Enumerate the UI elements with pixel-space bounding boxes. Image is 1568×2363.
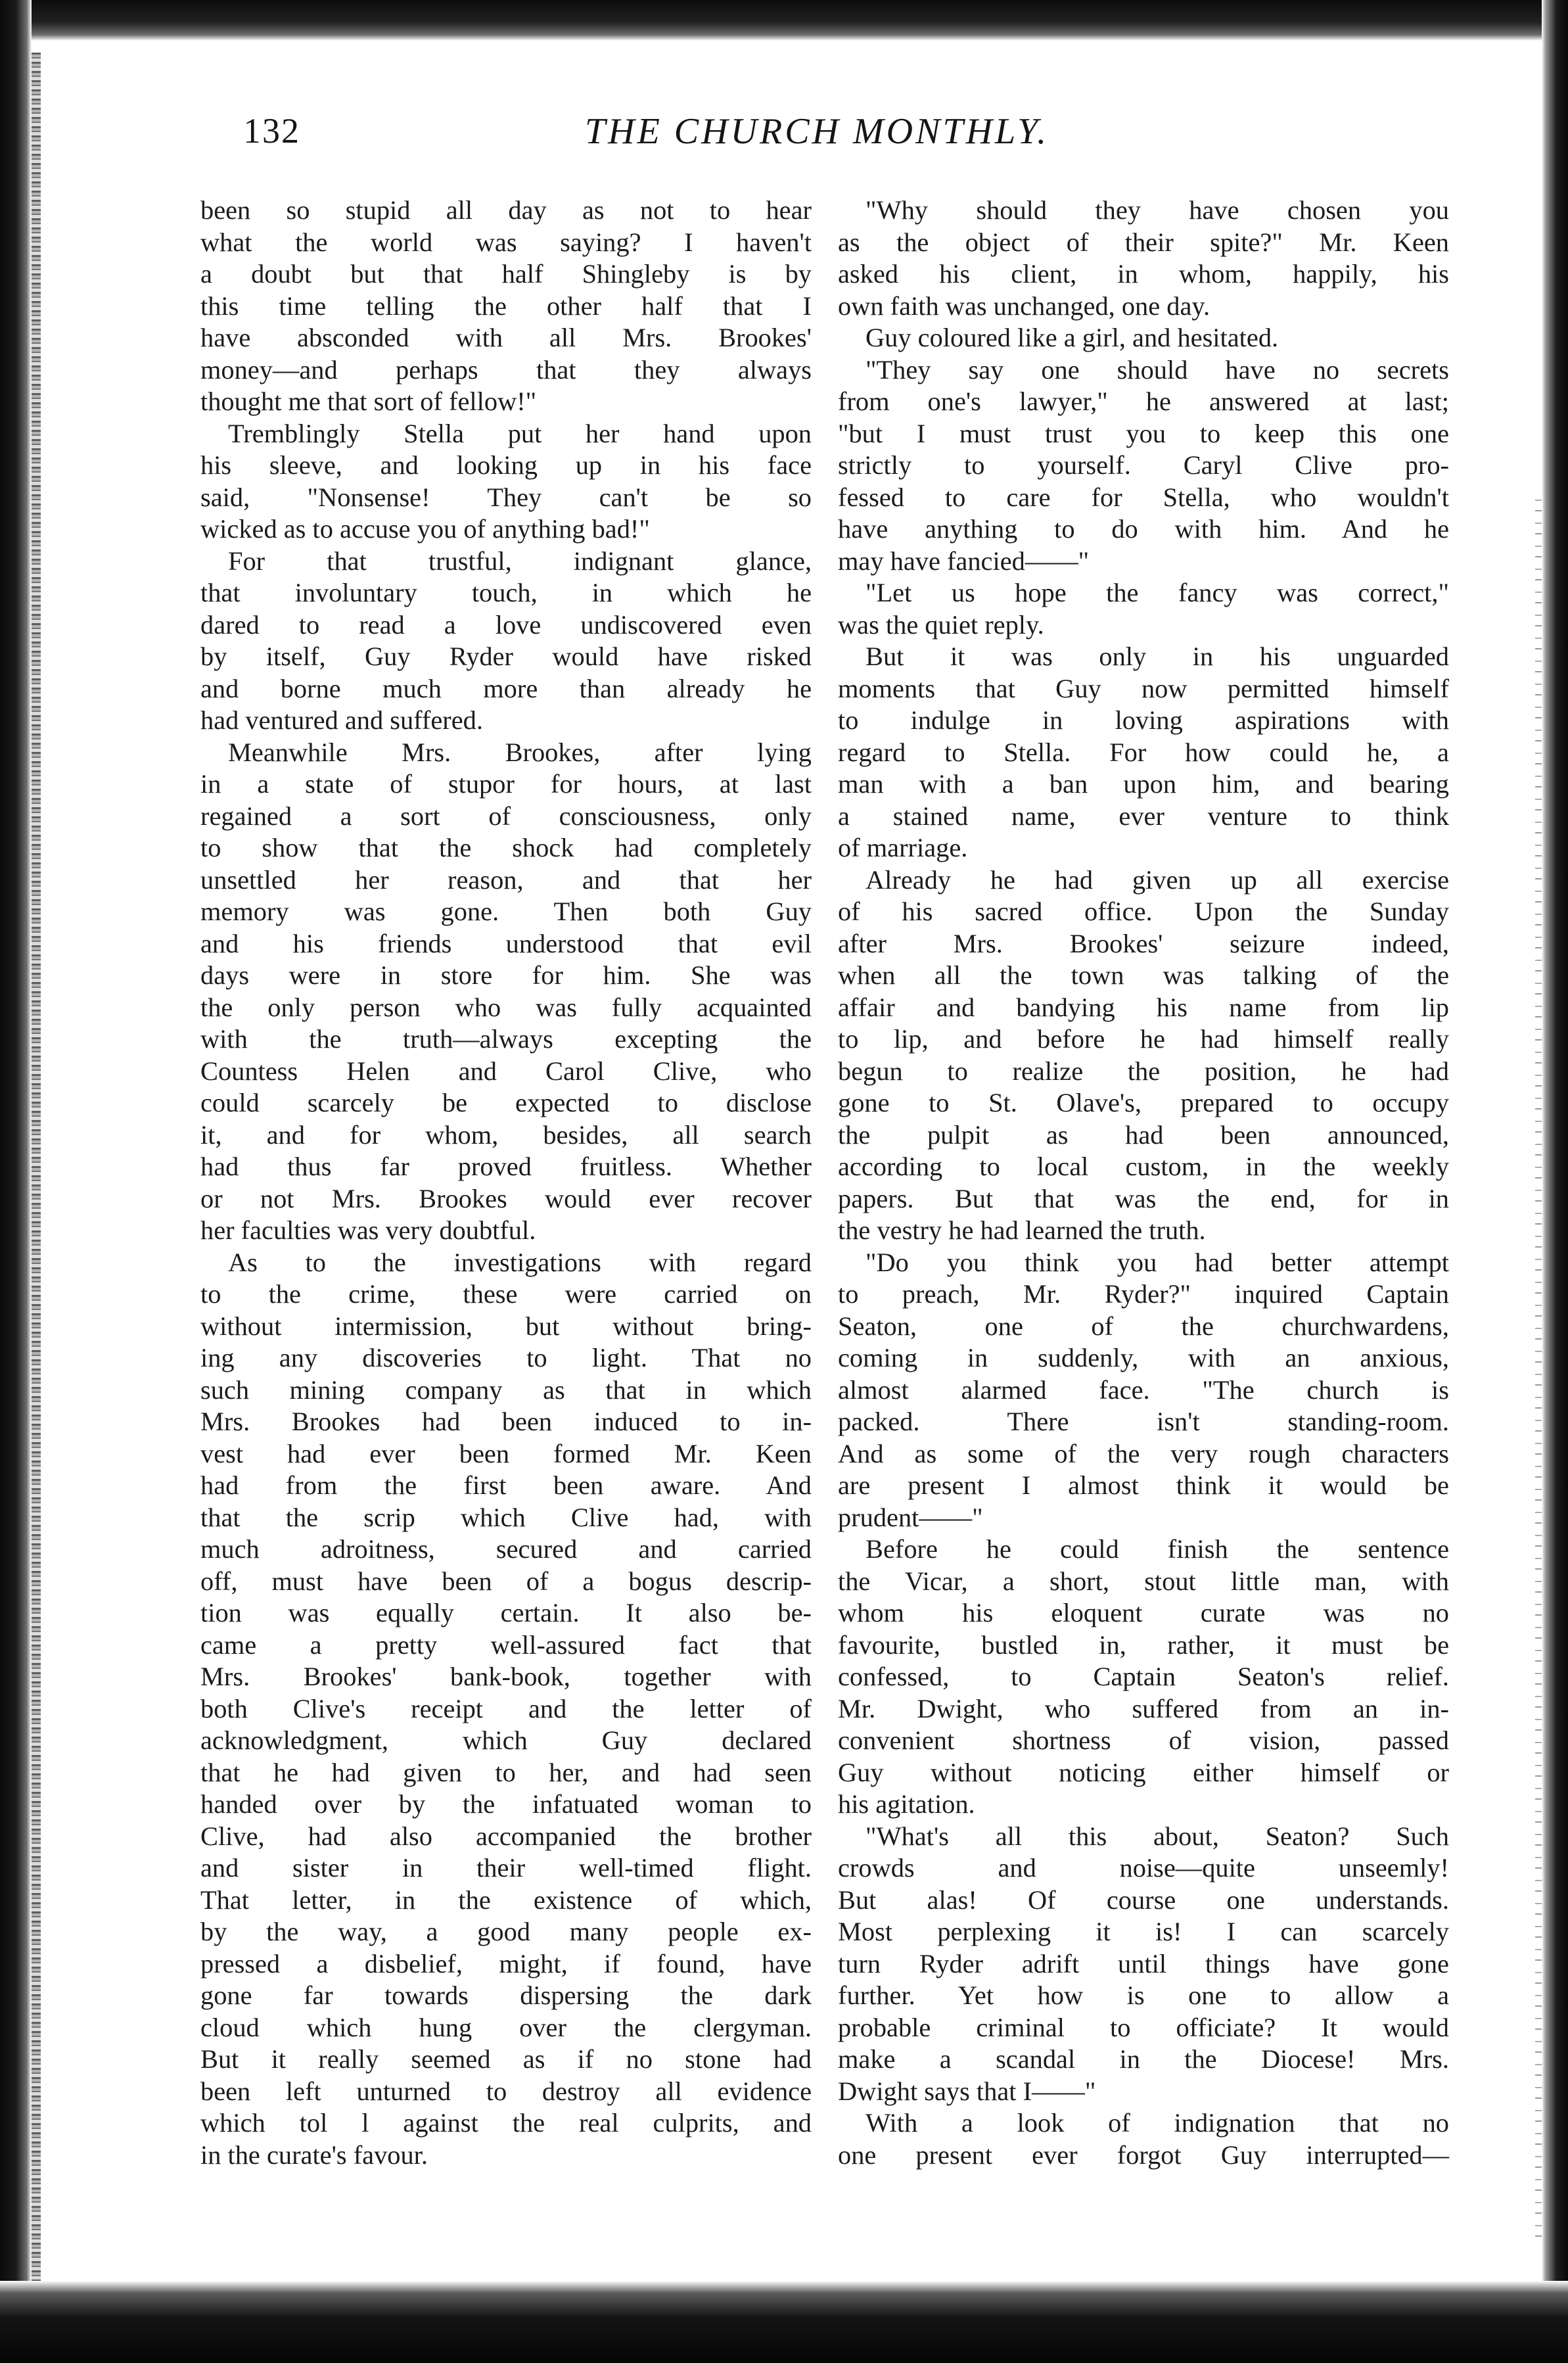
text-line: her faculties was very doubtful. (200, 1215, 536, 1245)
text-line: a doubt but that half Shingleby is by (200, 259, 812, 289)
text-line: have anything to do with him. And he (838, 514, 1449, 544)
text-line: tion was equally certain. It also be- (200, 1598, 812, 1627)
text-line: moments that Guy now permitted himself (838, 673, 1449, 703)
scan-edge-bottom (0, 2281, 1568, 2363)
text-line: unsettled her reason, and that her (200, 864, 812, 895)
text-line: Tremblingly Stella put her hand upon (228, 418, 812, 448)
text-line: Seaton, one of the churchwardens, (838, 1311, 1449, 1341)
text-line: had thus far proved fruitless. Whether (200, 1152, 812, 1181)
text-line: coming in suddenly, with an anxious, (838, 1343, 1449, 1372)
text-line: further. Yet how is one to allow a (838, 1980, 1449, 2010)
running-title: THE CHURCH MONTHLY. (585, 111, 1049, 152)
text-line: and his friends understood that evil (200, 928, 812, 958)
text-line: make a scandal in the Diocese! Mrs. (838, 2044, 1449, 2074)
text-line: asked his client, in whom, happily, his (838, 259, 1449, 289)
text-line: are present I almost think it would be (838, 1470, 1449, 1500)
text-line: may have fancied——" (838, 546, 1090, 576)
text-line: But it really seemed as if no stone had (200, 2044, 812, 2074)
text-line: such mining company as that in which (200, 1374, 812, 1405)
text-line: handed over by the infatuated woman to (200, 1789, 812, 1819)
text-line: and borne much more than already he (200, 673, 812, 703)
text-line: when all the town was talking of the (838, 960, 1449, 990)
text-line: to the crime, these were carried on (200, 1279, 812, 1309)
text-line: cloud which hung over the clergyman. (200, 2012, 812, 2042)
text-line: papers. But that was the end, for in (838, 1183, 1449, 1213)
scan-edge-top (0, 0, 1568, 41)
text-line: as the object of their spite?" Mr. Keen (838, 227, 1449, 257)
text-line: it, and for whom, besides, all search (200, 1119, 812, 1150)
text-line: could scarcely be expected to disclose (200, 1088, 812, 1117)
text-line: wicked as to accuse you of anything bad!" (200, 514, 650, 544)
text-line: Before he could finish the sentence (865, 1534, 1449, 1564)
text-line: had ventured and suffered. (200, 705, 483, 735)
text-line: and sister in their well-timed flight. (200, 1853, 812, 1883)
text-line: regard to Stella. For how could he, a (838, 737, 1449, 767)
text-line: by the way, a good many people ex- (200, 1917, 812, 1946)
text-line: strictly to yourself. Caryl Clive pro- (838, 450, 1449, 480)
text-line: turn Ryder adrift until things have gone (838, 1948, 1449, 1978)
text-line: his agitation. (838, 1789, 975, 1819)
text-line: vest had ever been formed Mr. Keen (200, 1438, 812, 1468)
right-column (838, 195, 1449, 2171)
text-line: That letter, in the existence of which, (200, 1884, 812, 1915)
text-line: Mrs. Brookes had been induced to in- (200, 1407, 812, 1436)
text-line: a stained name, ever venture to think (838, 801, 1449, 831)
text-line: said, "Nonsense! They can't be so (200, 482, 812, 512)
text-line: thought me that sort of fellow!" (200, 386, 537, 416)
left-column (200, 195, 812, 2171)
text-line: had from the first been aware. And (200, 1470, 812, 1500)
scan-edge-right (1542, 0, 1568, 2363)
text-line: Already he had given up all exercise (865, 864, 1449, 895)
text-line: dared to read a love undiscovered even (200, 609, 812, 640)
text-line: "Let us hope the fancy was correct," (865, 578, 1449, 607)
text-line: with the truth—always excepting the (200, 1024, 812, 1054)
text-line: "What's all this about, Seaton? Such (865, 1821, 1449, 1851)
text-line: Most perplexing it is! I can scarcely (838, 1917, 1449, 1946)
text-line: ing any discoveries to light. That no (200, 1343, 812, 1372)
text-line: one present ever forgot Guy interrupted— (838, 2140, 1449, 2170)
text-line: Mr. Dwight, who suffered from an in- (838, 1693, 1449, 1723)
text-line: without intermission, but without bring- (200, 1311, 812, 1341)
text-line: been so stupid all day as not to hear (200, 195, 812, 225)
text-line: But it was only in his unguarded (865, 642, 1449, 671)
text-line: in the curate's favour. (200, 2140, 428, 2170)
text-line: days were in store for him. She was (200, 960, 812, 990)
text-line: gone to St. Olave's, prepared to occupy (838, 1088, 1449, 1117)
text-line: off, must have been of a bogus descrip- (200, 1566, 812, 1596)
text-line: in a state of stupor for hours, at last (200, 769, 812, 799)
text-line: that involuntary touch, in which he (200, 578, 812, 607)
page-header (243, 110, 1419, 170)
text-line: man with a ban upon him, and bearing (838, 769, 1449, 799)
text-line: For that trustful, indignant glance, (228, 546, 812, 576)
text-line: And as some of the very rough characters (838, 1438, 1449, 1468)
text-line: both Clive's receipt and the letter of (200, 1693, 812, 1723)
binding-margin (32, 53, 41, 2281)
text-line: by itself, Guy Ryder would have risked (200, 642, 812, 671)
text-line: Meanwhile Mrs. Brookes, after lying (228, 737, 812, 767)
text-line: much adroitness, secured and carried (200, 1534, 812, 1564)
text-line: which tol l against the real culprits, and (200, 2108, 812, 2138)
text-line: prudent——" (838, 1502, 983, 1532)
text-line: this time telling the other half that I (200, 291, 812, 321)
text-line: convenient shortness of vision, passed (838, 1725, 1449, 1755)
text-line: his sleeve, and looking up in his face (200, 450, 812, 480)
text-line: pressed a disbelief, might, if found, have (200, 1948, 812, 1978)
text-line: the only person who was fully acquainted (200, 992, 812, 1022)
text-line: fessed to care for Stella, who wouldn't (838, 482, 1449, 512)
text-line: own faith was unchanged, one day. (838, 291, 1211, 321)
text-line: Guy without noticing either himself or (838, 1757, 1449, 1787)
text-line: "They say one should have no secrets (865, 354, 1449, 385)
text-line: the pulpit as had been announced, (838, 1119, 1449, 1150)
text-line: have absconded with all Mrs. Brookes' (200, 323, 812, 352)
text-line: "but I must trust you to keep this one (838, 418, 1449, 448)
text-line: or not Mrs. Brookes would ever recover (200, 1183, 812, 1213)
text-line: As to the investigations with regard (228, 1247, 812, 1277)
page-number: 132 (243, 111, 300, 151)
text-line: of his sacred office. Upon the Sunday (838, 897, 1449, 926)
text-line: confessed, to Captain Seaton's relief. (838, 1662, 1449, 1691)
text-line: according to local custom, in the weekly (838, 1152, 1449, 1181)
text-line: favourite, bustled in, rather, it must be (838, 1629, 1449, 1660)
text-line: begun to realize the position, he had (838, 1056, 1449, 1086)
text-line: been left unturned to destroy all evidence (200, 2076, 812, 2106)
text-line: Dwight says that I——" (838, 2076, 1096, 2106)
text-line: packed. There isn't standing-room. (838, 1407, 1449, 1436)
text-line: acknowledgment, which Guy declared (200, 1725, 812, 1755)
text-line: almost alarmed face. "The church is (838, 1374, 1449, 1405)
text-line: Guy coloured like a girl, and hesitated. (865, 323, 1279, 352)
text-line: to indulge in loving aspirations with (838, 705, 1449, 735)
text-line: regained a sort of consciousness, only (200, 801, 812, 831)
text-line: memory was gone. Then both Guy (200, 897, 812, 926)
text-line: the Vicar, a short, stout little man, with (838, 1566, 1449, 1596)
text-line: to show that the shock had completely (200, 833, 812, 862)
text-line: after Mrs. Brookes' seizure indeed, (838, 928, 1449, 958)
text-line: crowds and noise—quite unseemly! (838, 1853, 1449, 1883)
text-line: Countess Helen and Carol Clive, who (200, 1056, 812, 1086)
text-line: of marriage. (838, 833, 968, 862)
text-line: With a look of indignation that no (865, 2108, 1449, 2138)
text-line: money—and perhaps that they always (200, 354, 812, 385)
text-line: whom his eloquent curate was no (838, 1598, 1449, 1627)
text-line: from one's lawyer," he answered at last; (838, 386, 1449, 416)
scan-speckle (1535, 500, 1542, 2241)
text-line: what the world was saying? I haven't (200, 227, 812, 257)
text-line: came a pretty well-assured fact that (200, 1629, 812, 1660)
text-line: probable criminal to officiate? It would (838, 2012, 1449, 2042)
text-line: that the scrip which Clive had, with (200, 1502, 812, 1532)
text-line: gone far towards dispersing the dark (200, 1980, 812, 2010)
text-line: to preach, Mr. Ryder?" inquired Captain (838, 1279, 1449, 1309)
text-line: "Do you think you had better attempt (865, 1247, 1449, 1277)
text-line: But alas! Of course one understands. (838, 1884, 1449, 1915)
text-line: Mrs. Brookes' bank-book, together with (200, 1662, 812, 1691)
text-line: affair and bandying his name from lip (838, 992, 1449, 1022)
text-line: to lip, and before he had himself really (838, 1024, 1449, 1054)
text-line: was the quiet reply. (838, 609, 1044, 640)
text-line: Clive, had also accompanied the brother (200, 1821, 812, 1851)
scan-edge-left (0, 0, 32, 2363)
text-line: the vestry he had learned the truth. (838, 1215, 1206, 1245)
text-line: "Why should they have chosen you (865, 195, 1449, 225)
text-line: that he had given to her, and had seen (200, 1757, 812, 1787)
